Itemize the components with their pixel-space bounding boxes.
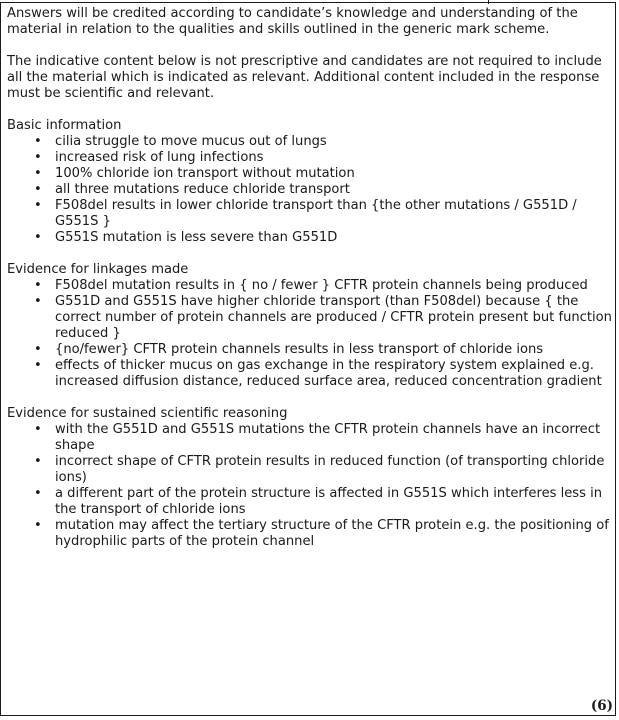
total-marks: (6) [590,698,613,714]
list-item: • 100% chloride ion transport without mutation [7,166,613,182]
list-item: • effects of thicker mucus on gas exchange in the respiratory system explained e.g. increased diffusion distance, reduced surface area, reduced concentration gradient [7,358,613,390]
list-item: • increased risk of lung infections [7,150,613,166]
linkages-list [7,278,613,390]
section-heading-basic-information: Basic information [7,118,122,133]
section-heading-sustained-reasoning: Evidence for sustained scientific reasoning [7,406,288,421]
list-item: • {no/fewer} CFTR protein channels results in less transport of chloride ions [7,342,613,358]
intro-paragraph-indicative: The indicative content below is not prescriptive and candidates are not required to include all the material which is indicated as relevant. Additional content included in the response must be scientific and relevant. [7,54,602,101]
section-heading-linkages: Evidence for linkages made [7,262,189,277]
basic-information-list [7,134,613,246]
intro-paragraph-credit: Answers will be credited according to candidate’s knowledge and understanding of the material in relation to the qualities and skills outlined in the generic mark scheme. [7,6,578,37]
list-item: • with the G551D and G551S mutations the CFTR protein channels have an incorrect shape [7,422,613,454]
table-divider-mark [488,0,489,4]
list-item: • mutation may affect the tertiary structure of the CFTR protein e.g. the positioning of hydrophilic parts of the protein channel [7,518,613,550]
list-item: • G551D and G551S have higher chloride transport (than F508del) because { the correct number of protein channels are produced / CFTR protein present but function reduced } [7,294,613,342]
list-item: • a different part of the protein structure is affected in G551S which interferes less in the transport of chloride ions [7,486,613,518]
mark-scheme-content [7,6,613,550]
list-item: • F508del mutation results in { no / fewer } CFTR protein channels being produced [7,278,613,294]
list-item: • F508del results in lower chloride transport than {the other mutations / G551D / G551S } [7,198,613,230]
sustained-reasoning-list [7,422,613,550]
list-item: • cilia struggle to move mucus out of lungs [7,134,613,150]
list-item: • incorrect shape of CFTR protein results in reduced function (of transporting chloride ions) [7,454,613,486]
list-item: • all three mutations reduce chloride transport [7,182,613,198]
list-item: • G551S mutation is less severe than G551D [7,230,613,246]
